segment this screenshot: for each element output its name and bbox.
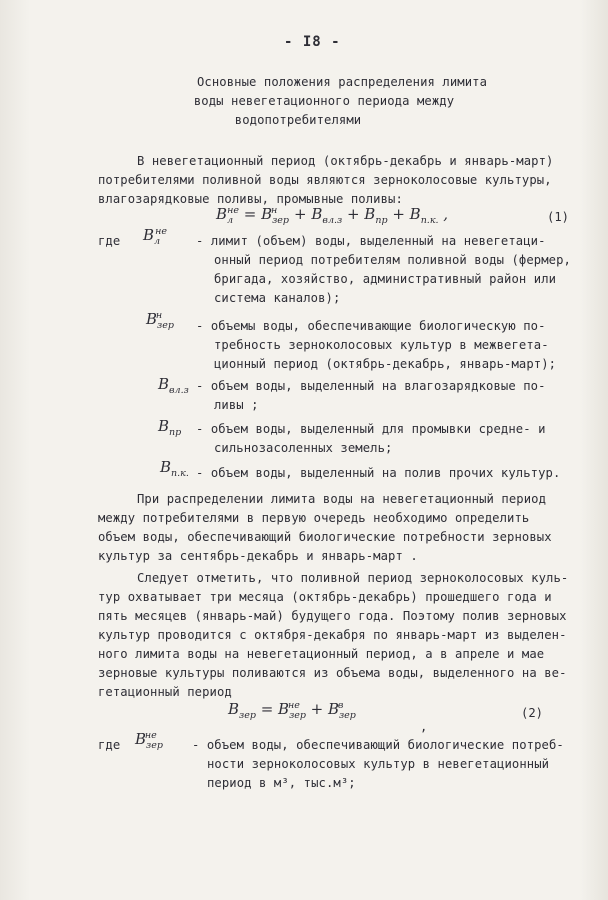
def-1-line-2: онный период потребителям поливной воды (фермер, bbox=[214, 253, 571, 267]
where-label-2: где bbox=[98, 738, 121, 752]
symbol-B-vl-z: $B_{вл.з}$ bbox=[158, 375, 189, 396]
def-6-line-2: ности зерноколосовых культур в невегетационный bbox=[207, 757, 550, 771]
formula-2-comma: , bbox=[420, 720, 428, 734]
def-2-line-2: требность зерноколосовых культур в межвегета- bbox=[214, 338, 549, 352]
formula-1: $B_л^{не} = B_{зер}^н + B_{вл.з} + B_{пр} + B_{п.к.}$ , bbox=[216, 205, 449, 226]
equation-number-1: (1) bbox=[547, 210, 570, 224]
section-title-line-1: Основные положения распределения лимита bbox=[196, 75, 488, 89]
paragraph-2-line-1: При распределении лимита воды на невегетационный период bbox=[137, 492, 547, 506]
symbol-B-pk: $B_{п.к.}$ bbox=[160, 458, 189, 479]
paragraph-3-line-3: пять месяцев (январь-май) будущего года. Поэтому полив зерновых bbox=[98, 609, 567, 623]
def-4-line-1: - объем воды, выделенный для промывки средне- и bbox=[196, 422, 546, 436]
paragraph-3-line-6: зерновые культуры поливаются из объема воды, выделенного на ве- bbox=[98, 666, 567, 680]
paragraph-3-line-2: тур охватывает три месяца (октябрь-декабрь) прошедшего года и bbox=[98, 590, 552, 604]
paragraph-3-line-1: Следует отметить, что поливной период зерноколосовых куль- bbox=[137, 571, 569, 585]
section-title-line-3: водопотребителями bbox=[234, 113, 362, 127]
symbol-B-zer-ne: $B_{зер}^{не}$ bbox=[135, 730, 163, 751]
paragraph-2-line-3: объем воды, обеспечивающий биологические потребности зерновых bbox=[98, 530, 552, 544]
paragraph-3-line-5: ного лимита воды на невегетационный период, а в апреле и мае bbox=[98, 647, 545, 661]
symbol-B-l-ne: $B_л^{не}$ bbox=[143, 226, 167, 247]
paragraph-2-line-4: культур за сентябрь-декабрь и январь-март . bbox=[98, 549, 418, 563]
def-3-line-2: ливы ; bbox=[214, 398, 259, 412]
def-2-line-3: ционный период (октябрь-декабрь, январь-март); bbox=[214, 357, 557, 371]
equation-number-2: (2) bbox=[521, 706, 544, 720]
section-title-line-2: воды невегетационного периода между bbox=[193, 94, 455, 108]
symbol-B-pr: $B_{пр}$ bbox=[158, 417, 182, 438]
def-3-line-1: - объем воды, выделенный на влагозарядковые по- bbox=[196, 379, 546, 393]
paragraph-1-line-1: В невегетационный период (октябрь-декабрь и январь-март) bbox=[137, 154, 554, 168]
paragraph-3-line-7: гетационный период bbox=[98, 685, 232, 699]
def-6-line-3: период в м³, тыс.м³; bbox=[207, 776, 356, 790]
where-label: где bbox=[98, 234, 121, 248]
def-1-line-3: бригада, хозяйство, административный район или bbox=[214, 272, 557, 286]
paragraph-1-line-3: влагозарядковые поливы, промывные поливы: bbox=[98, 192, 403, 206]
def-1-line-1: - лимит (объем) воды, выделенный на невегетаци- bbox=[196, 234, 546, 248]
paragraph-3-line-4: культур проводится с октября-декабря по январь-март из выделен- bbox=[98, 628, 567, 642]
paragraph-1-line-2: потребителями поливной воды являются зерноколосовые культуры, bbox=[98, 173, 552, 187]
paragraph-2-line-2: между потребителями в первую очередь необходимо определить bbox=[98, 511, 530, 525]
formula-2: $B_{зер} = B_{зер}^{не} + B_{зер}^в$ bbox=[228, 700, 356, 721]
page-number: - I8 - bbox=[284, 34, 341, 50]
def-4-line-2: сильнозасоленных земель; bbox=[214, 441, 393, 455]
def-5-line-1: - объем воды, выделенный на полив прочих культур. bbox=[196, 466, 561, 480]
def-6-line-1: - объем воды, обеспечивающий биологические потреб- bbox=[192, 738, 564, 752]
symbol-B-zer-n: $B_{зер}^н$ bbox=[146, 310, 174, 331]
def-2-line-1: - объемы воды, обеспечивающие биологическую по- bbox=[196, 319, 546, 333]
def-1-line-4: система каналов); bbox=[214, 291, 341, 305]
